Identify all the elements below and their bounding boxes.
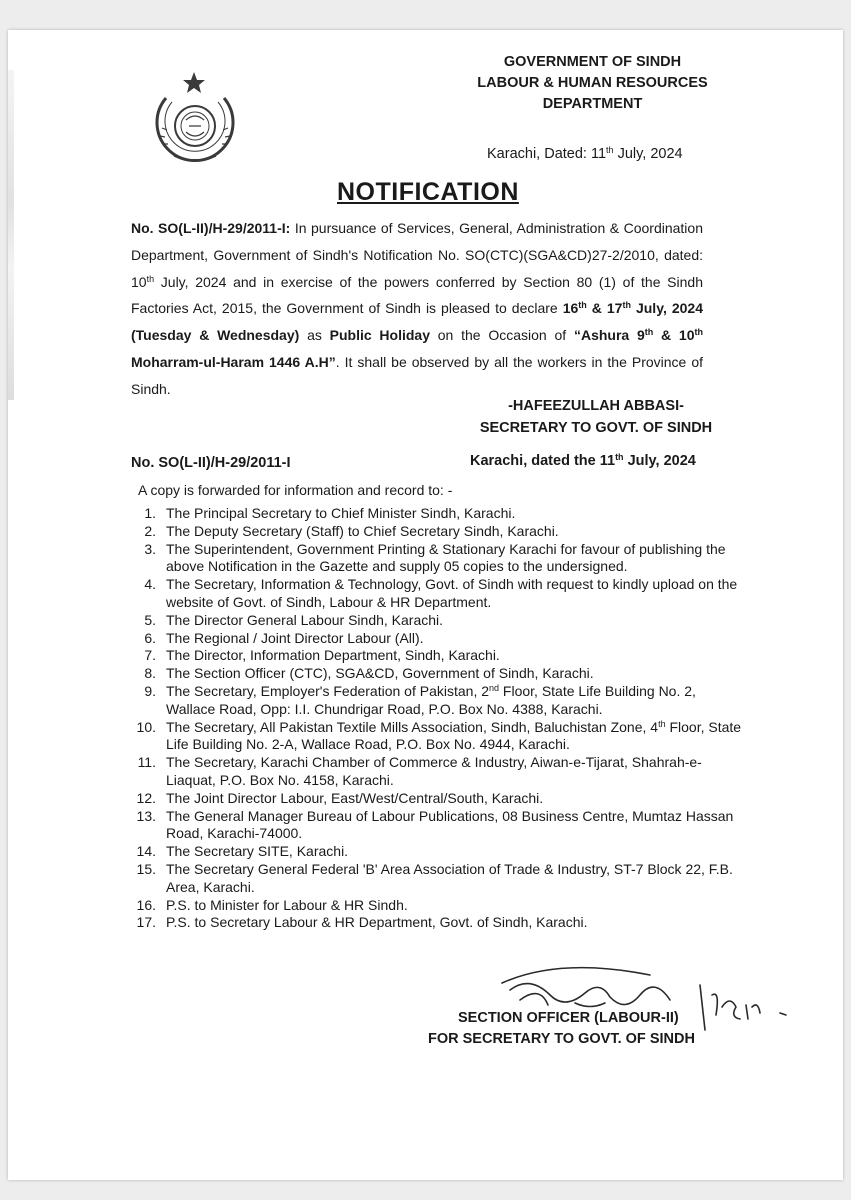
copy-recipient-item <box>128 914 748 932</box>
copy-recipient-item <box>128 612 748 630</box>
copy-recipient-text: P.S. to Minister for Labour & HR Sindh. <box>166 896 408 913</box>
copy-recipient-item <box>128 665 748 683</box>
copy-recipient-item <box>128 808 748 844</box>
copy-recipient-item <box>128 541 748 577</box>
copy-recipient-number: 14. <box>136 843 156 860</box>
copy-recipient-text: The Secretary, Karachi Chamber of Commerce & Industry, Aiwan-e-Tijarat, Shahrah-e-Liaquat, P.O. Box No. 4158, Karachi. <box>166 754 702 788</box>
copy-recipient-item <box>128 576 748 612</box>
copy-recipient-text: The Deputy Secretary (Staff) to Chief Secretary Sindh, Karachi. <box>166 522 559 539</box>
copy-recipient-text-pre: The Secretary, All Pakistan Textile Mills Association, Sindh, Baluchistan Zone, 4 <box>166 718 659 735</box>
copy-recipient-item <box>128 523 748 541</box>
copy-recipient-text: The Section Officer (CTC), SGA&CD, Government of Sindh, Karachi. <box>166 665 594 682</box>
scan-edge-mark <box>8 70 14 400</box>
copy-recipient-text: The Director, Information Department, Sindh, Karachi. <box>166 647 500 664</box>
copy-recipient-text: The Regional / Joint Director Labour (All). <box>166 629 424 646</box>
copy-recipient-number: 5. <box>144 611 156 628</box>
header-department-line2: DEPARTMENT <box>542 96 643 112</box>
copy-forwarded-intro: A copy is forwarded for information and record to: - <box>138 482 453 498</box>
copy-recipient-number: 17. <box>136 914 156 931</box>
copy-recipient-text: The Secretary General Federal 'B' Area Association of Trade & Industry, ST-7 Block 22, F.B. Area, Karachi. <box>166 860 733 895</box>
copy-recipient-text: The Director General Labour Sindh, Karachi. <box>166 611 444 628</box>
header-department-line1: LABOUR & HUMAN RESOURCES <box>477 75 708 91</box>
copy-recipient-text: The General Manager Bureau of Labour Publications, 08 Business Centre, Mumtaz Hassan Road, Karachi-74000. <box>166 807 734 842</box>
copy-recipient-text: The Secretary, Information & Technology, Govt. of Sindh with request to kindly upload on the website of Govt. of Sindh, Labour & HR Department. <box>166 576 738 610</box>
copy-recipient-text: The Principal Secretary to Chief Minister Sindh, Karachi. <box>166 505 516 521</box>
copy-recipient-number: 8. <box>144 665 156 682</box>
copy-recipient-number: 9. <box>144 682 156 699</box>
copy-recipient-item <box>128 647 748 665</box>
copy-recipient-number: 7. <box>144 647 156 664</box>
copy-recipient-text: The Secretary SITE, Karachi. <box>166 843 349 860</box>
reference-number: No. SO(L-II)/H-29/2011-I <box>131 455 291 471</box>
copy-recipient-item <box>128 790 748 808</box>
secretary-name: -HAFEEZULLAH ABBASI- <box>508 398 684 414</box>
copy-recipient-number: 13. <box>136 807 156 824</box>
copy-recipient-text: P.S. to Secretary Labour & HR Department, Govt. of Sindh, Karachi. <box>166 914 588 931</box>
section-officer-for-secretary: FOR SECRETARY TO GOVT. OF SINDH <box>428 1031 695 1047</box>
copy-recipient-text: The Joint Director Labour, East/West/Central/South, Karachi. <box>166 789 544 806</box>
copy-recipient-number: 6. <box>144 629 156 646</box>
copy-recipient-number: 2. <box>144 522 156 539</box>
copy-recipient-number: 15. <box>136 860 156 877</box>
sindh-government-emblem-icon <box>148 68 244 168</box>
copy-recipient-item <box>128 505 748 523</box>
secretary-signature-block <box>460 395 732 439</box>
copy-recipient-number: 11. <box>137 754 156 771</box>
copy-recipient-text: The Superintendent, Government Printing & Stationary Karachi for favour of publishing the above Notification in the Gazette and supply 05 copies to the undersigned. <box>166 540 726 575</box>
notification-title: NOTIFICATION <box>337 178 519 206</box>
copy-recipient-text-pre: The Secretary, Employer's Federation of Pakistan, 2 <box>166 682 490 699</box>
notification-body: No. SO(L-II)/H-29/2011-I: In pursuance of Services, General, Administration & Coordination Department, Government of Sindh's Notification No. SO(CTC)(SGA&CD)27-2/2010, dated: 10th July, 2024 and in exercise of the powers conferred by Section 80 (1) of the Sindh Factories Act, 2015, the Government of Sindh is pleased to declare 16th & 17th July, 2024 (Tuesday & Wednesday) as Public Holiday on the Occasion of “Ashura 9th & 10th Moharram-ul-Haram 1446 A.H”. It shall be observed by all the workers in the Province of Sindh. <box>131 220 703 397</box>
copy-recipient-item <box>128 897 748 915</box>
section-officer-title: SECTION OFFICER (LABOUR-II) <box>458 1010 679 1026</box>
copy-recipient-item <box>128 754 748 790</box>
copy-recipient-number: 4. <box>144 576 156 593</box>
copy-recipients-list <box>128 505 748 932</box>
section-officer-signature-block <box>428 1008 748 1050</box>
copy-recipient-text-post: Floor, State Life Building No. 2, Wallace Road, Opp: I.I. Chundrigar Road, P.O. Box No. 4388, Karachi. <box>166 682 696 717</box>
government-header <box>455 52 730 115</box>
copy-recipient-number: 3. <box>144 540 156 557</box>
copy-recipient-text-sup: nd <box>489 682 500 693</box>
copy-recipient-text-sup: th <box>658 718 666 729</box>
copy-recipient-number: 16. <box>136 896 156 913</box>
copy-recipient-item <box>128 843 748 861</box>
copy-recipient-item <box>128 683 748 719</box>
copy-recipient-number: 1. <box>144 505 156 521</box>
header-government: GOVERNMENT OF SINDH <box>503 54 682 70</box>
reference-date: Karachi, dated the 11th July, 2024 <box>470 452 696 469</box>
secretary-title: SECRETARY TO GOVT. OF SINDH <box>479 420 713 436</box>
copy-recipient-number: 10. <box>136 718 156 735</box>
copy-recipient-number: 12. <box>136 789 156 806</box>
copy-recipient-item <box>128 719 748 755</box>
copy-recipient-text-post: Floor, State Life Building No. 2-A, Wallace Road, P.O. Box No. 4944, Karachi. <box>166 718 742 753</box>
copy-recipient-item <box>128 861 748 897</box>
copy-recipient-item <box>128 630 748 648</box>
header-date: Karachi, Dated: 11th July, 2024 <box>487 145 683 162</box>
